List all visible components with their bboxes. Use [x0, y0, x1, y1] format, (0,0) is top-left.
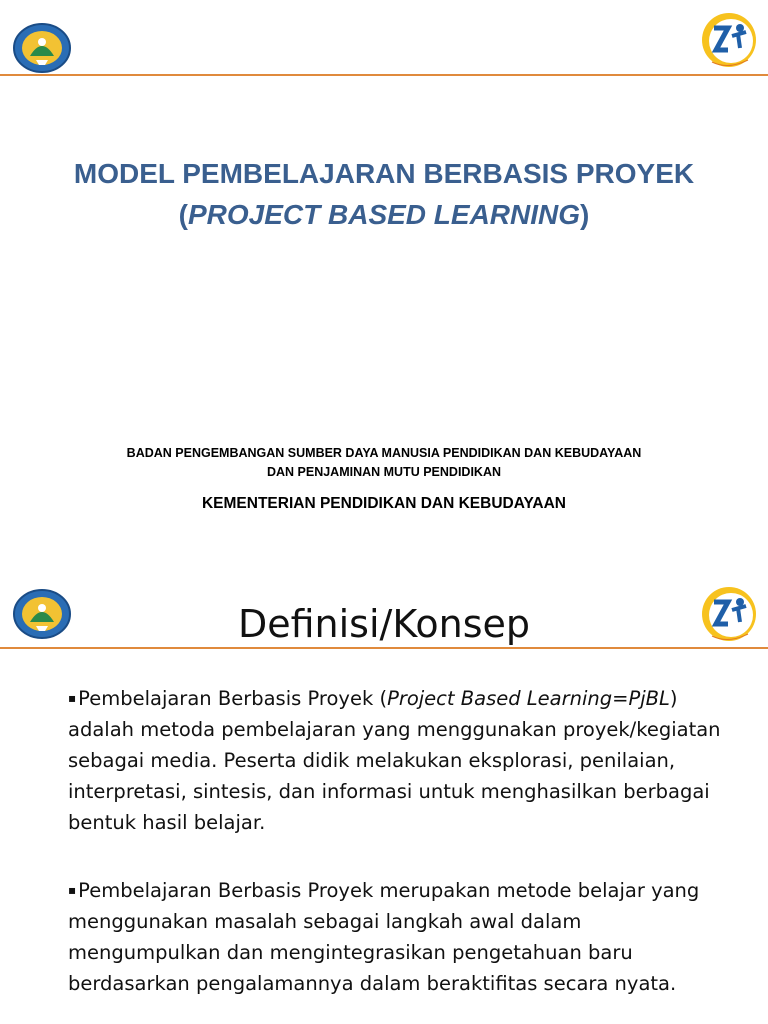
definition-paragraph-2: ▪ Pembelajaran Berbasis Proyek merupakan metode belajar yang menggunakan masalah sebagai langkah awal dalam mengumpulkan dan mengintegrasikan pengetahuan baru berdasarkan pengalamannya dalam beraktifitas secara nyata.	[68, 879, 700, 995]
header-rule	[0, 647, 768, 649]
tut-wuri-handayani-logo-icon	[12, 22, 72, 74]
org-line-1: BADAN PENGEMBANGAN SUMBER DAYA MANUSIA PENDIDIKAN DAN KEBUDAYAAN	[126, 446, 642, 460]
header-rule	[0, 74, 768, 76]
slide-1-title-line-2: (PROJECT BASED LEARNING)	[178, 199, 590, 230]
slide-1-title-line-1: MODEL PEMBELAJARAN BERBASIS PROYEK	[73, 158, 695, 189]
bullet-icon: ▪	[68, 691, 77, 705]
ministry-name: KEMENTERIAN PENDIDIKAN DAN KEBUDAYAAN	[201, 495, 566, 512]
bullet-icon: ▪	[68, 883, 77, 897]
org-line-2: DAN PENJAMINAN MUTU PENDIDIKAN	[266, 465, 502, 479]
definition-paragraph-1: ▪ Pembelajaran Berbasis Proyek (Project Based Learning=PjBL) adalah metoda pembelajaran yang menggunakan proyek/kegiatan sebagai media. Peserta didik melakukan eksplorasi, penilaian, interpretasi, sintesis, dan informasi untuk menghasilkan berbagai bentuk hasil belajar.	[68, 687, 721, 834]
kurikulum-2013-logo-icon	[698, 10, 758, 72]
slide-2-title: Definisi/Konsep	[237, 602, 531, 646]
